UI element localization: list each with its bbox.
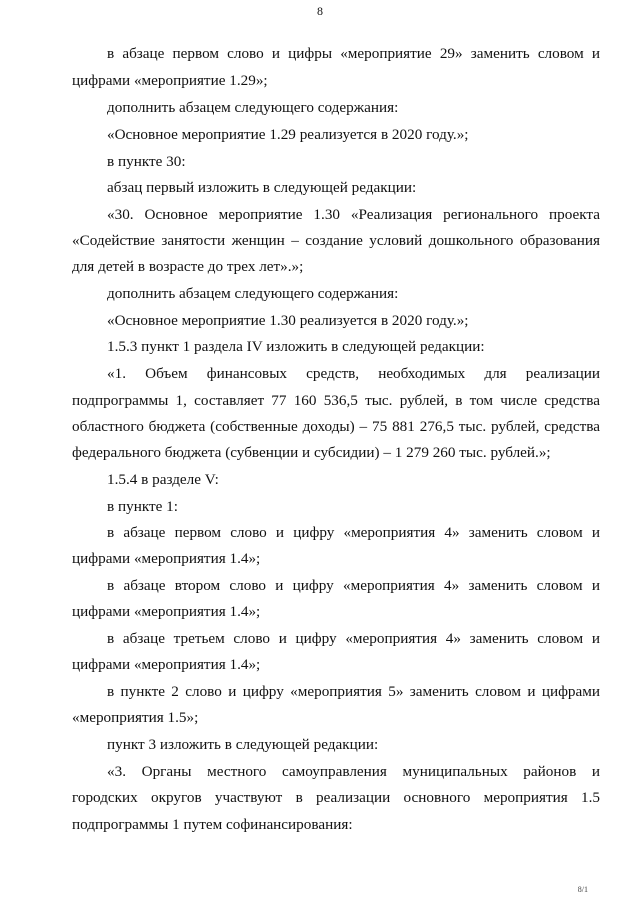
text-line: в абзаце третьем слово и цифру «мероприятия 4» заменить словом и — [107, 630, 600, 647]
text-line: дополнить абзацем следующего содержания: — [107, 285, 399, 302]
text-line: дополнить абзацем следующего содержания: — [107, 99, 399, 116]
text-line: 1.5.4 в разделе V: — [107, 471, 219, 488]
text-line: городских округов участвуют в реализации основного мероприятия 1.5 — [72, 789, 600, 806]
text-line: в абзаце втором слово и цифру «мероприятия 4» заменить словом и — [107, 577, 600, 594]
text-line: цифрами «мероприятие 1.29»; — [72, 72, 268, 89]
text-line: цифрами «мероприятия 1.4»; — [72, 550, 261, 567]
text-line: областного бюджета (собственные доходы) – 75 881 276,5 тыс. рублей, средства — [72, 418, 600, 435]
text-line: для детей в возрасте до трех лет».»; — [72, 258, 304, 275]
text-line: в пункте 1: — [107, 498, 178, 515]
text-line: 1.5.3 пункт 1 раздела IV изложить в следующей редакции: — [107, 338, 485, 355]
text-line: цифрами «мероприятия 1.4»; — [72, 656, 261, 673]
text-line: «мероприятия 1.5»; — [72, 709, 199, 726]
text-line: «3. Органы местного самоуправления муниципальных районов и — [107, 763, 600, 780]
text-line: федерального бюджета (субвенции и субсидии) – 1 279 260 тыс. рублей.»; — [72, 444, 551, 461]
page-number: 8 — [317, 4, 323, 18]
text-line: цифрами «мероприятия 1.4»; — [72, 603, 261, 620]
text-line: «Основное мероприятие 1.29 реализуется в 2020 году.»; — [107, 126, 469, 143]
text-line: в пункте 2 слово и цифру «мероприятия 5» заменить словом и цифрами — [107, 683, 600, 700]
text-line: подпрограммы 1 путем софинансирования: — [72, 816, 353, 833]
text-line: пункт 3 изложить в следующей редакции: — [107, 736, 379, 753]
text-line: абзац первый изложить в следующей редакции: — [107, 179, 417, 196]
text-line: «Основное мероприятие 1.30 реализуется в 2020 году.»; — [107, 312, 469, 329]
text-line: «Содействие занятости женщин – создание условий дошкольного образования — [72, 232, 600, 249]
text-line: подпрограммы 1, составляет 77 160 536,5 тыс. рублей, в том числе средства — [72, 392, 600, 409]
text-line: в пункте 30: — [107, 153, 186, 170]
text-line: «30. Основное мероприятие 1.30 «Реализация регионального проекта — [107, 206, 600, 223]
footer-mark: 8/1 — [577, 885, 588, 894]
text-line: в абзаце первом слово и цифры «мероприятие 29» заменить словом и — [107, 45, 600, 62]
text-line: «1. Объем финансовых средств, необходимых для реализации — [107, 365, 600, 382]
text-line: в абзаце первом слово и цифру «мероприятия 4» заменить словом и — [107, 524, 600, 541]
